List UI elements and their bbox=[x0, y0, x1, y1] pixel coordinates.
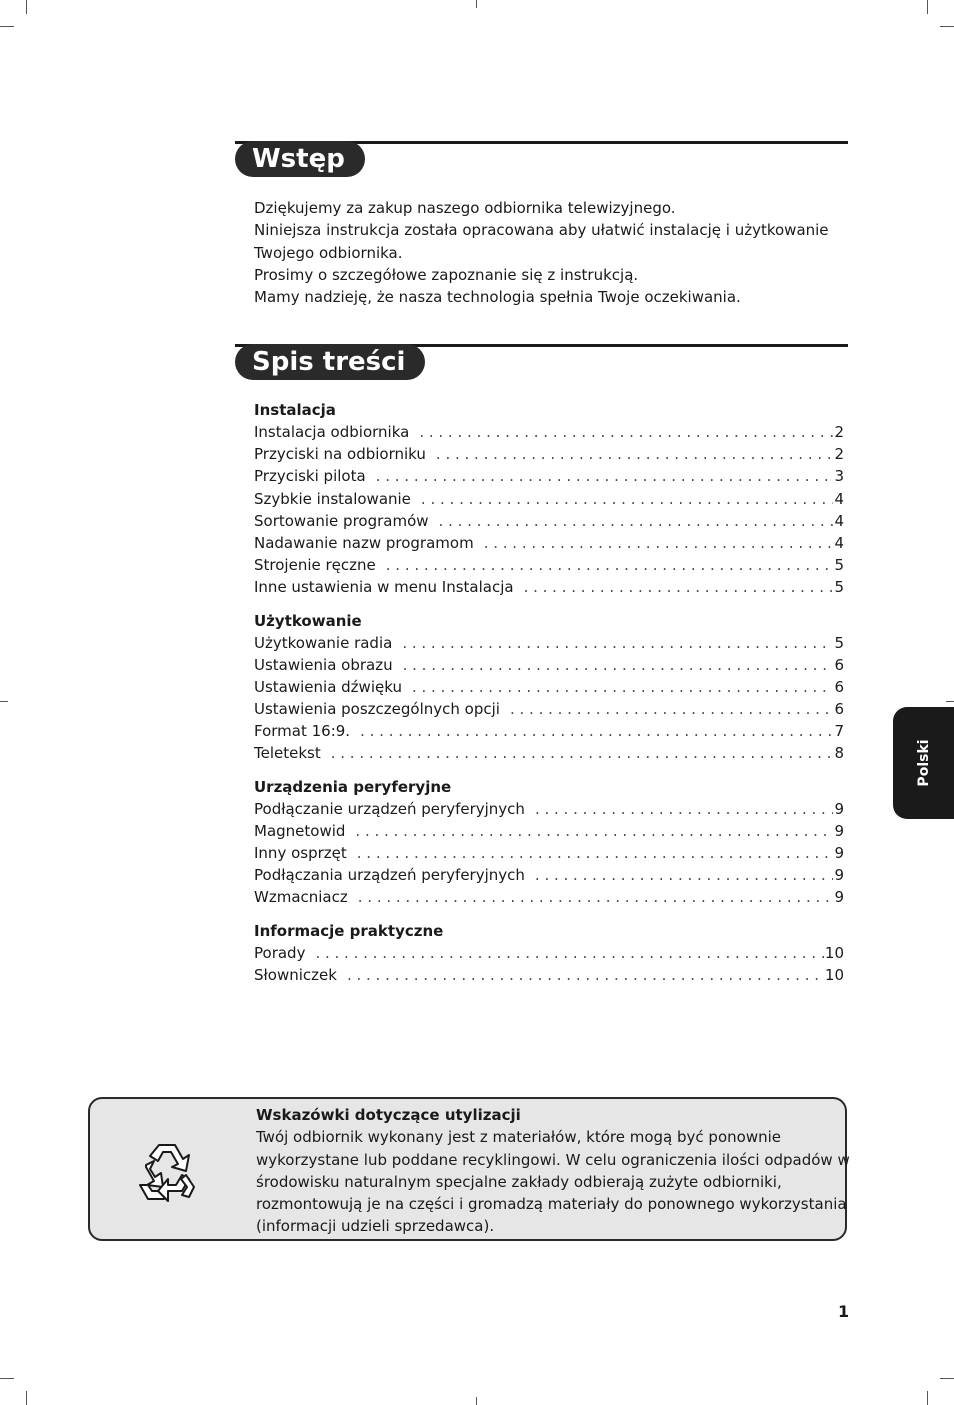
toc-entry bbox=[254, 720, 844, 742]
toc-leader-dots bbox=[524, 576, 834, 598]
toc-entry-title: Ustawienia dźwięku bbox=[254, 677, 402, 696]
toc-leader-dots bbox=[403, 654, 834, 676]
toc-entry-title: Inne ustawienia w menu Instalacja bbox=[254, 578, 514, 597]
toc-entry bbox=[254, 964, 844, 986]
toc-leader-dots bbox=[315, 942, 823, 964]
intro-line: Mamy nadzieję, że nasza technologia spełnia Twoje oczekiwania. bbox=[254, 288, 741, 307]
recycle-icon bbox=[134, 1139, 200, 1205]
toc-entry bbox=[254, 632, 844, 654]
toc-entry-page: 6 bbox=[834, 700, 844, 719]
toc-entry bbox=[254, 488, 844, 510]
toc-leader-dots bbox=[347, 964, 824, 986]
toc-entry bbox=[254, 554, 844, 576]
toc-entry bbox=[254, 820, 844, 842]
toc-entry-page: 5 bbox=[834, 578, 844, 597]
toc-leader-dots bbox=[358, 886, 834, 908]
toc-entry bbox=[254, 742, 844, 764]
toc-entry bbox=[254, 465, 844, 487]
toc-leader-dots bbox=[331, 742, 834, 764]
recycling-line: wykorzystane lub poddane recyklingowi. W celu ograniczenia ilości odpadów w bbox=[256, 1150, 850, 1169]
toc-entry bbox=[254, 510, 844, 532]
crop-mark bbox=[0, 1378, 14, 1379]
toc-leader-dots bbox=[510, 698, 833, 720]
toc-entry-page: 7 bbox=[834, 722, 844, 741]
crop-mark bbox=[0, 26, 14, 27]
toc-entry-page: 2 bbox=[834, 445, 844, 464]
crop-mark bbox=[927, 1391, 928, 1405]
toc-leader-dots bbox=[439, 510, 834, 532]
toc-entry-title: Strojenie ręczne bbox=[254, 556, 376, 575]
table-of-contents bbox=[254, 399, 844, 986]
toc-leader-dots bbox=[386, 554, 834, 576]
toc-entry-title: Przyciski pilota bbox=[254, 467, 366, 486]
toc-entry bbox=[254, 654, 844, 676]
toc-leader-dots bbox=[436, 443, 834, 465]
toc-leader-dots bbox=[402, 632, 833, 654]
toc-entry-title: Sortowanie programów bbox=[254, 511, 429, 530]
toc-entry-title: Teletekst bbox=[254, 744, 321, 763]
page-number: 1 bbox=[838, 1302, 850, 1321]
crop-mark bbox=[940, 26, 954, 27]
toc-entry bbox=[254, 798, 844, 820]
recycling-line: środowisku naturalnym specjalne zakłady odbierają zużyte odbiorniki, bbox=[256, 1172, 782, 1191]
toc-entry-page: 10 bbox=[824, 965, 844, 984]
toc-leader-dots bbox=[421, 488, 834, 510]
toc-group-heading: Urządzenia peryferyjne bbox=[254, 777, 452, 796]
toc-entry bbox=[254, 698, 844, 720]
toc-entry-title: Magnetowid bbox=[254, 821, 346, 840]
toc-entry-page: 4 bbox=[834, 489, 844, 508]
toc-entry bbox=[254, 942, 844, 964]
section-title-intro: Wstęp bbox=[235, 141, 365, 177]
toc-entry-page: 6 bbox=[834, 655, 844, 674]
toc-group-heading: Instalacja bbox=[254, 401, 336, 419]
crop-mark bbox=[927, 0, 928, 14]
toc-leader-dots bbox=[419, 421, 833, 443]
toc-entry-page: 9 bbox=[834, 866, 844, 885]
toc-entry-title: Podłączania urządzeń peryferyjnych bbox=[254, 866, 525, 885]
toc-entry bbox=[254, 421, 844, 443]
toc-entry-page: 6 bbox=[834, 677, 844, 696]
toc-entry-page: 8 bbox=[834, 744, 844, 763]
toc-entry-title: Inny osprzęt bbox=[254, 844, 347, 862]
recycling-note bbox=[88, 1097, 850, 1241]
toc-entry-title: Nadawanie nazw programom bbox=[254, 533, 474, 552]
toc-leader-dots bbox=[355, 820, 833, 842]
toc-entry-page: 9 bbox=[834, 844, 844, 862]
toc-entry-title: Szybkie instalowanie bbox=[254, 489, 411, 508]
toc-entry bbox=[254, 864, 844, 886]
toc-entry bbox=[254, 532, 844, 554]
intro-line: Twojego odbiornika. bbox=[254, 243, 403, 262]
toc-leader-dots bbox=[412, 676, 833, 698]
toc-entry-page: 10 bbox=[824, 943, 844, 962]
toc-entry-title: Format 16:9. bbox=[254, 722, 351, 741]
toc-entry-page: 9 bbox=[834, 799, 844, 818]
intro-line: Dziękujemy za zakup naszego odbiornika telewizyjnego. bbox=[254, 199, 676, 217]
toc-entry-title: Przyciski na odbiorniku bbox=[254, 445, 426, 464]
toc-entry-title: Wzmacniacz bbox=[254, 888, 348, 907]
recycling-text bbox=[256, 1104, 850, 1238]
toc-entry-title: Porady bbox=[254, 943, 306, 962]
intro-line: Niniejsza instrukcja została opracowana aby ułatwić instalację i użytkowanie bbox=[254, 221, 829, 240]
toc-entry bbox=[254, 443, 844, 465]
toc-entry-page: 3 bbox=[834, 467, 844, 486]
toc-leader-dots bbox=[535, 864, 834, 886]
toc-leader-dots bbox=[376, 465, 834, 487]
toc-entry bbox=[254, 886, 844, 908]
recycling-line: Twój odbiornik wykonany jest z materiałów, które mogą być ponownie bbox=[256, 1128, 781, 1147]
toc-leader-dots bbox=[360, 720, 833, 742]
toc-entry-page: 5 bbox=[834, 633, 844, 652]
language-tab bbox=[893, 707, 954, 819]
toc-entry bbox=[254, 842, 844, 864]
intro-line: Prosimy o szczegółowe zapoznanie się z instrukcją. bbox=[254, 265, 639, 284]
toc-entry-page: 9 bbox=[834, 888, 844, 907]
recycling-line: rozmontowują je na części i gromadzą materiały do ponownego wykorzystania bbox=[256, 1195, 847, 1214]
intro-text bbox=[254, 197, 844, 308]
section-title-toc: Spis treści bbox=[235, 344, 425, 380]
toc-group-heading: Użytkowanie bbox=[254, 611, 362, 630]
toc-leader-dots bbox=[535, 798, 834, 820]
toc-entry-title: Ustawienia poszczególnych opcji bbox=[254, 700, 500, 719]
toc-group-heading: Informacje praktyczne bbox=[254, 921, 444, 940]
crop-mark bbox=[0, 701, 8, 702]
toc-leader-dots bbox=[484, 532, 834, 554]
toc-leader-dots bbox=[357, 842, 834, 864]
recycling-heading: Wskazówki dotyczące utylizacji bbox=[256, 1106, 521, 1124]
toc-entry-page: 5 bbox=[834, 556, 844, 575]
recycling-line: (informacji udzieli sprzedawca). bbox=[256, 1217, 495, 1236]
toc-entry-page: 9 bbox=[834, 821, 844, 840]
toc-entry-title: Podłączanie urządzeń peryferyjnych bbox=[254, 799, 525, 818]
crop-mark bbox=[946, 701, 954, 702]
toc-entry-title: Ustawienia obrazu bbox=[254, 655, 393, 674]
crop-mark bbox=[940, 1378, 954, 1379]
crop-mark bbox=[26, 1391, 27, 1405]
toc-entry bbox=[254, 676, 844, 698]
toc-entry-page: 4 bbox=[834, 511, 844, 530]
toc-entry-page: 2 bbox=[834, 423, 844, 441]
crop-mark bbox=[476, 1397, 477, 1405]
language-tab-label: Polski bbox=[915, 739, 932, 787]
toc-entry bbox=[254, 576, 844, 598]
toc-entry-page: 4 bbox=[834, 533, 844, 552]
toc-entry-title: Instalacja odbiornika bbox=[254, 423, 410, 441]
toc-entry-title: Użytkowanie radia bbox=[254, 633, 393, 652]
toc-entry-title: Słowniczek bbox=[254, 965, 337, 984]
crop-mark bbox=[26, 0, 27, 14]
crop-mark bbox=[476, 0, 477, 8]
